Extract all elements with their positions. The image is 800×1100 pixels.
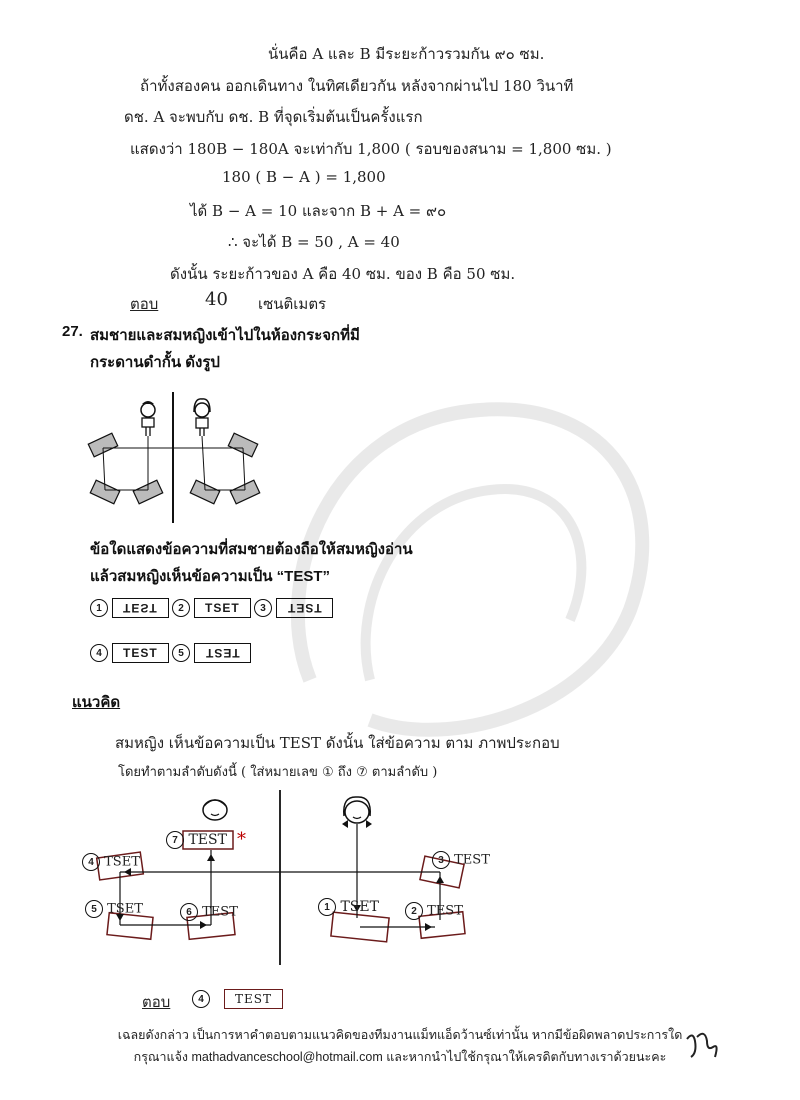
option-text-box: TEST xyxy=(194,643,251,663)
solution-label-2: 2 TEST xyxy=(405,902,463,920)
boy-figure xyxy=(141,401,155,436)
girl-figure xyxy=(194,399,210,436)
option-number: 3 xyxy=(254,599,272,617)
solution-answer-number: 4 xyxy=(192,990,210,1008)
work-answer-value: 40 xyxy=(205,289,228,310)
option-number: 1 xyxy=(90,599,108,617)
question-text-line-2: กระดานดำกั้น ดังรูป xyxy=(90,354,220,371)
solution-label-3: 3 TEST xyxy=(432,851,490,869)
option-4[interactable] xyxy=(90,643,169,663)
footer-line-1: เฉลยดังกล่าว เป็นการหาคำตอบตามแนวคิดของทีมงานแม็ทแอ็ดว้านซ์เท่านั้น หากมีข้อผิดพลาดประการใด xyxy=(117,1028,683,1042)
girl-head xyxy=(342,797,372,828)
solution-line-1: สมหญิง เห็นข้อความเป็น TEST ดังนั้น ใส่ข้อความ ตาม ภาพประกอบ xyxy=(115,734,560,752)
option-5[interactable] xyxy=(172,643,251,663)
work-line-1: นั่นคือ A และ B มีระยะก้าวรวมกัน ๙๐ ซม. xyxy=(268,45,545,63)
solution-label-1: 1 TSET xyxy=(318,898,379,916)
signature-mark xyxy=(683,1027,723,1067)
option-number: 4 xyxy=(90,644,108,662)
question-text-line-1: สมชายและสมหญิงเข้าไปในห้องกระจกที่มี xyxy=(90,327,360,344)
option-text-box: TEST xyxy=(112,643,169,663)
option-number: 5 xyxy=(172,644,190,662)
solution-line-2: โดยทำตามลำดับดังนี้ ( ใส่หมายเลข ① ถึง ⑦ ตามลำดับ ) xyxy=(118,765,438,780)
option-text-box: TEST xyxy=(112,598,169,618)
solution-label-7: 7 TEST xyxy=(166,831,227,849)
work-line-6: ได้ B − A = 10 และจาก B + A = ๙๐ xyxy=(190,202,447,220)
work-line-8: ดังนั้น ระยะก้าวของ A คือ 40 ซม. ของ B คือ 50 ซม. xyxy=(170,265,516,283)
footer-line-2: กรุณาแจ้ง mathadvanceschool@hotmail.com และหากนำไปใช้กรุณาให้เครดิตกับทางเราด้วยนะคะ xyxy=(133,1050,667,1064)
question-ask-line-2: แล้วสมหญิงเห็นข้อความเป็น “TEST” xyxy=(90,568,331,585)
option-text-box: TSET xyxy=(194,598,251,618)
work-line-3: ดช. A จะพบกับ ดช. B ที่จุดเริ่มต้นเป็นครั้งแรก xyxy=(124,108,423,126)
solution-figure xyxy=(80,790,500,980)
option-text-box: TSET xyxy=(276,598,333,618)
work-line-2: ถ้าทั้งสองคน ออกเดินทาง ในทิศเดียวกัน หลังจากผ่านไป 180 วินาที xyxy=(140,77,574,95)
solution-label-5: 5 TSET xyxy=(85,900,143,918)
work-line-7: ∴ จะได้ B = 50 , A = 40 xyxy=(228,233,400,251)
boy-head xyxy=(203,800,227,820)
work-line-5: 180 ( B − A ) = 1,800 xyxy=(222,168,386,186)
solution-label-4: 4 TSET xyxy=(82,853,140,871)
solution-heading: แนวคิด xyxy=(72,694,121,711)
option-2[interactable] xyxy=(172,598,251,618)
solution-star: * xyxy=(237,829,246,850)
work-answer-unit: เซนติเมตร xyxy=(258,295,327,313)
solution-answer-label: ตอบ xyxy=(142,993,171,1011)
option-1[interactable] xyxy=(90,598,169,618)
solution-answer-box: TEST xyxy=(224,989,283,1009)
solution-answer xyxy=(192,989,283,1009)
option-number: 2 xyxy=(172,599,190,617)
question-ask-line-1: ข้อใดแสดงข้อความที่สมชายต้องถือให้สมหญิงอ่าน xyxy=(90,541,413,558)
work-answer-label: ตอบ xyxy=(130,295,159,313)
question-figure xyxy=(80,390,280,525)
solution-label-6: 6 TEST xyxy=(180,903,238,921)
option-3[interactable] xyxy=(254,598,333,618)
work-line-4: แสดงว่า 180B − 180A จะเท่ากับ 1,800 ( รอบของสนาม = 1,800 ซม. ) xyxy=(130,140,612,158)
question-number: 27. xyxy=(62,323,83,340)
